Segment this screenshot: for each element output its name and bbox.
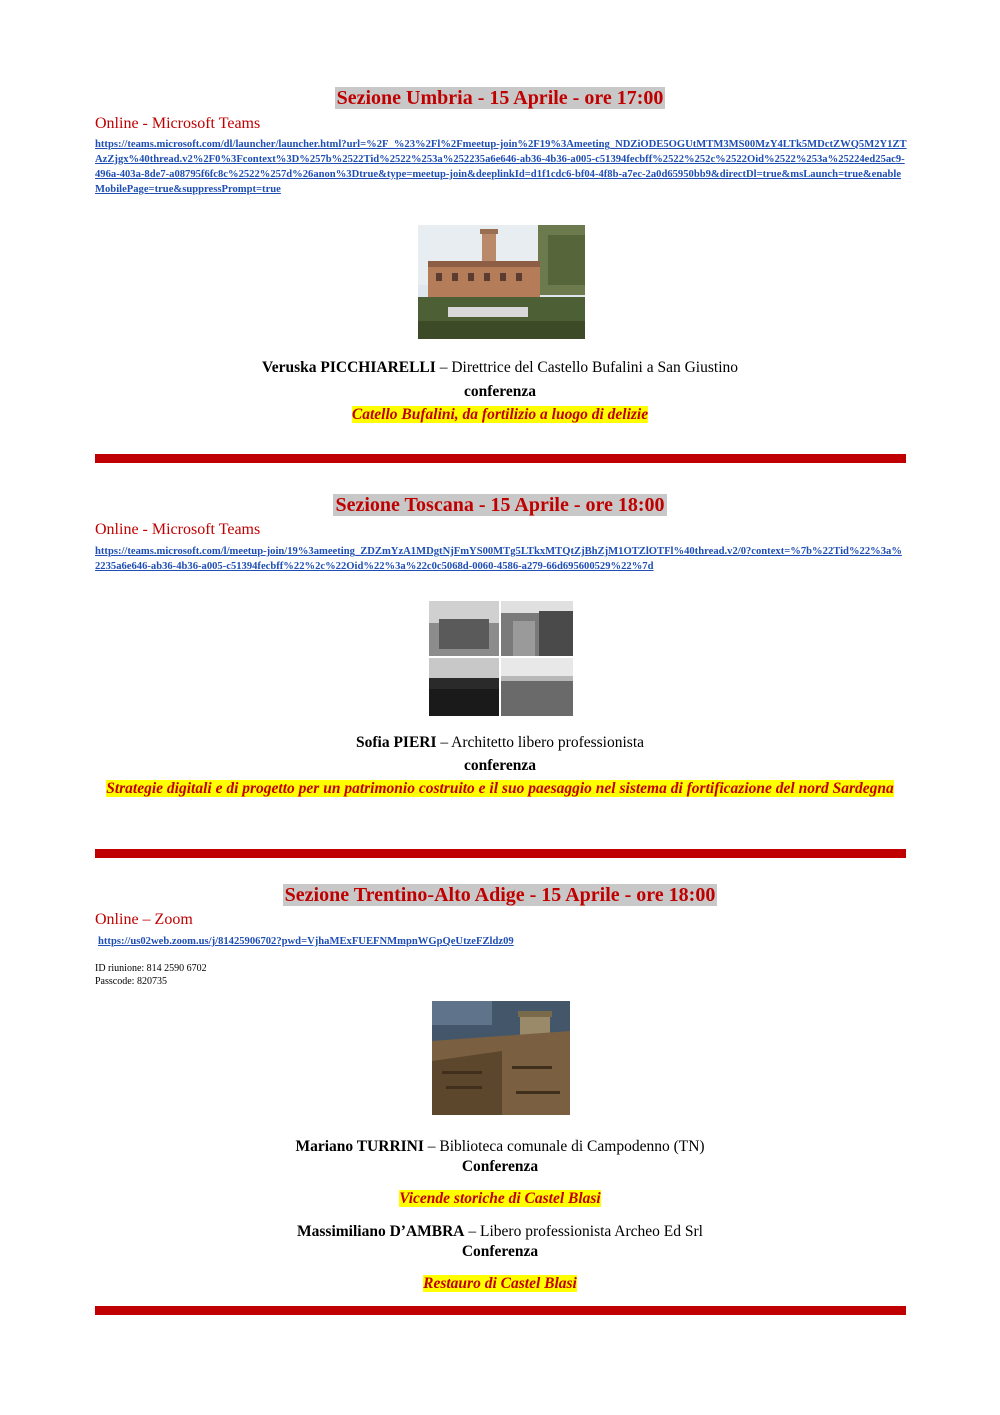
talk-type: Conferenza: [461, 1243, 539, 1260]
talk-title-block: [95, 1187, 905, 1211]
section-title: Sezione Trentino-Alto Adige - 15 Aprile - ore 18:00: [284, 884, 716, 906]
speaker-line: [0, 733, 1000, 753]
online-platform: Online – Zoom: [95, 911, 193, 928]
meeting-id: ID riunione: 814 2590 6702: [95, 963, 207, 974]
speaker-line: [0, 358, 1000, 378]
section-toscana-heading: [0, 494, 1000, 516]
online-platform: Online - Microsoft Teams: [95, 521, 261, 538]
online-platform: Online - Microsoft Teams: [95, 115, 261, 132]
zoom-meeting-link[interactable]: https://us02web.zoom.us/j/81425906702?pwd=VjhaMExFUEFNMmpnWGpQeUtzeFZldz09: [98, 936, 514, 947]
section-divider: [95, 849, 906, 858]
section-title: Sezione Umbria - 15 Aprile - ore 17:00: [336, 87, 664, 109]
speaker-role: – Biblioteca comunale di Campodenno (TN): [423, 1138, 705, 1155]
speaker-role: – Libero professionista Archeo Ed Srl: [464, 1223, 703, 1240]
speaker-name: Massimiliano D’AMBRA: [297, 1223, 465, 1240]
speaker-name: Sofia PIERI: [355, 734, 437, 751]
talk-title: Strategie digitali e di progetto per un patrimonio costruito e il suo paesaggio nel sistema di fortificazione del nord Sardegna: [106, 780, 894, 797]
talk-type: conferenza: [463, 383, 537, 400]
talk-title-block: [95, 777, 905, 801]
meeting-passcode: Passcode: 820735: [95, 976, 167, 987]
talk-type: conferenza: [463, 757, 537, 774]
speaker-line: [0, 1222, 1000, 1242]
section-umbria-heading: [0, 87, 1000, 109]
talk-title-block: [95, 1272, 905, 1296]
talk-title: Catello Bufalini, da fortilizio a luogo di delizie: [351, 406, 649, 423]
speaker-line: [0, 1137, 1000, 1157]
section-divider: [95, 1306, 906, 1315]
fortification-photo-collage: [429, 601, 573, 716]
talk-title: Vicende storiche di Castel Blasi: [399, 1190, 601, 1207]
section-divider: [95, 454, 906, 463]
section-trentino-heading: [0, 884, 1000, 906]
section-title: Sezione Toscana - 15 Aprile - ore 18:00: [335, 494, 665, 516]
teams-meeting-link[interactable]: https://teams.microsoft.com/l/meetup-join/19%3ameeting_ZDZmYzA1MDgtNjFmYS00MTg5LTkxMTQtZjBhZjM1OTZlOTFl%40thread.v2/0?context=%7b%22Tid%22%3a%2235a6e646-ab36-4b36-a005-c51394fecbff%22%2c%22Oid%22%3a%22c0c5068d-0060-4586-a279-66d695600529%22%7d: [95, 546, 902, 572]
speaker-name: Mariano TURRINI: [295, 1138, 424, 1155]
talk-title-block: [95, 403, 905, 427]
talk-type: Conferenza: [461, 1158, 539, 1175]
speaker-role: – Direttrice del Castello Bufalini a San Giustino: [435, 359, 739, 376]
castle-bufalini-photo: [418, 225, 585, 339]
teams-meeting-link[interactable]: https://teams.microsoft.com/dl/launcher/launcher.html?url=%2F_%23%2Fl%2Fmeetup-join%2F19%3Ameeting_NDZiODE5OGUtMTM3MS00MzY4LTk5MDctZWQ5M2Y1ZTAzZjgx%40thread.v2%2F0%3Fcontext%3D%257b%2522Tid%2522%253a%252235a6e646-ab36-4b36-a005-c51394fecbff%2522%252c%2522Oid%2522%253a%25224ed25ac9-496a-403a-8de7-a08795f6fc8c%2522%257d%26anon%3Dtrue&type=meetup-join&deeplinkId=d1f1cdc6-bf04-4f8b-a7ec-2a0d65950bb9&directDl=true&msLaunch=true&enableMobilePage=true&suppressPrompt=true: [95, 139, 907, 195]
speaker-role: – Architetto libero professionista: [436, 734, 645, 751]
castel-blasi-photo: [432, 1001, 570, 1115]
speaker-name: Veruska PICCHIARELLI: [261, 359, 436, 376]
talk-title: Restauro di Castel Blasi: [423, 1275, 577, 1292]
